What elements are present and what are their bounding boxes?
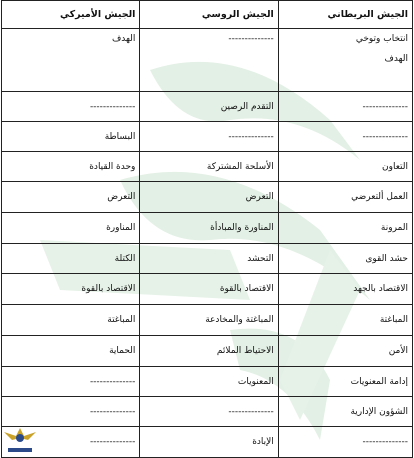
- cell-american: الاقتصاد بالقوة: [2, 274, 140, 305]
- table-row: [2, 152, 413, 182]
- cell-american: الهدف: [2, 29, 140, 92]
- header-row: [2, 1, 413, 29]
- cell-american: وحدة القيادة: [2, 152, 140, 182]
- table-row: [2, 182, 413, 213]
- cell-british: الاقتصاد بالجهد: [278, 274, 412, 305]
- table-row: [2, 274, 413, 305]
- cell-american: --------------: [2, 427, 140, 458]
- cell-american: --------------: [2, 92, 140, 122]
- cell-russian: الاحتياط الملائم: [140, 336, 278, 367]
- cell-russian: الاقتصاد بالقوة: [140, 274, 278, 305]
- cell-russian: التقدم الرصين: [140, 92, 278, 122]
- table-row: [2, 397, 413, 427]
- header-american: الجيش الأميركي: [2, 1, 140, 29]
- cell-russian: --------------: [140, 122, 278, 152]
- cell-american: --------------: [2, 397, 140, 427]
- table-row: [2, 336, 413, 367]
- cell-british: المرونة: [278, 213, 412, 244]
- comparison-table: [1, 0, 413, 458]
- cell-british: العمل ألتعرضي: [278, 182, 412, 213]
- table-row: [2, 213, 413, 244]
- cell-british: --------------: [278, 427, 412, 458]
- table-row: [2, 427, 413, 458]
- cell-american: المناورة: [2, 213, 140, 244]
- table-row: [2, 29, 413, 92]
- header-british: الجيش البريطاني: [278, 1, 412, 29]
- cell-british: الشؤون الإدارية: [278, 397, 412, 427]
- logo: [0, 422, 40, 456]
- cell-russian: التحشد: [140, 244, 278, 274]
- cell-american: الحماية: [2, 336, 140, 367]
- cell-british: التعاون: [278, 152, 412, 182]
- cell-american: التعرض: [2, 182, 140, 213]
- cell-british: --------------: [278, 122, 412, 152]
- cell-american: البساطة: [2, 122, 140, 152]
- cell-british: --------------: [278, 92, 412, 122]
- cell-american: المباغتة: [2, 305, 140, 336]
- cell-american: الكتلة: [2, 244, 140, 274]
- cell-british: الأمن: [278, 336, 412, 367]
- cell-british: المباغتة: [278, 305, 412, 336]
- cell-russian: --------------: [140, 29, 278, 92]
- cell-british: إدامة المعنويات: [278, 367, 412, 397]
- table-row: [2, 367, 413, 397]
- cell-russian: --------------: [140, 397, 278, 427]
- cell-russian: الأسلحة المشتركة: [140, 152, 278, 182]
- table-row: [2, 305, 413, 336]
- table-row: [2, 244, 413, 274]
- cell-russian: الإبادة: [140, 427, 278, 458]
- cell-russian: المعنويات: [140, 367, 278, 397]
- cell-british: حشد القوى: [278, 244, 412, 274]
- table-row: [2, 122, 413, 152]
- cell-british: انتخاب وتوخي الهدف: [278, 29, 412, 92]
- table-row: [2, 92, 413, 122]
- cell-american: --------------: [2, 367, 140, 397]
- cell-russian: المناورة والمبادأة: [140, 213, 278, 244]
- header-russian: الجيش الروسي: [140, 1, 278, 29]
- cell-russian: التعرض: [140, 182, 278, 213]
- cell-russian: المباغتة والمخادعة: [140, 305, 278, 336]
